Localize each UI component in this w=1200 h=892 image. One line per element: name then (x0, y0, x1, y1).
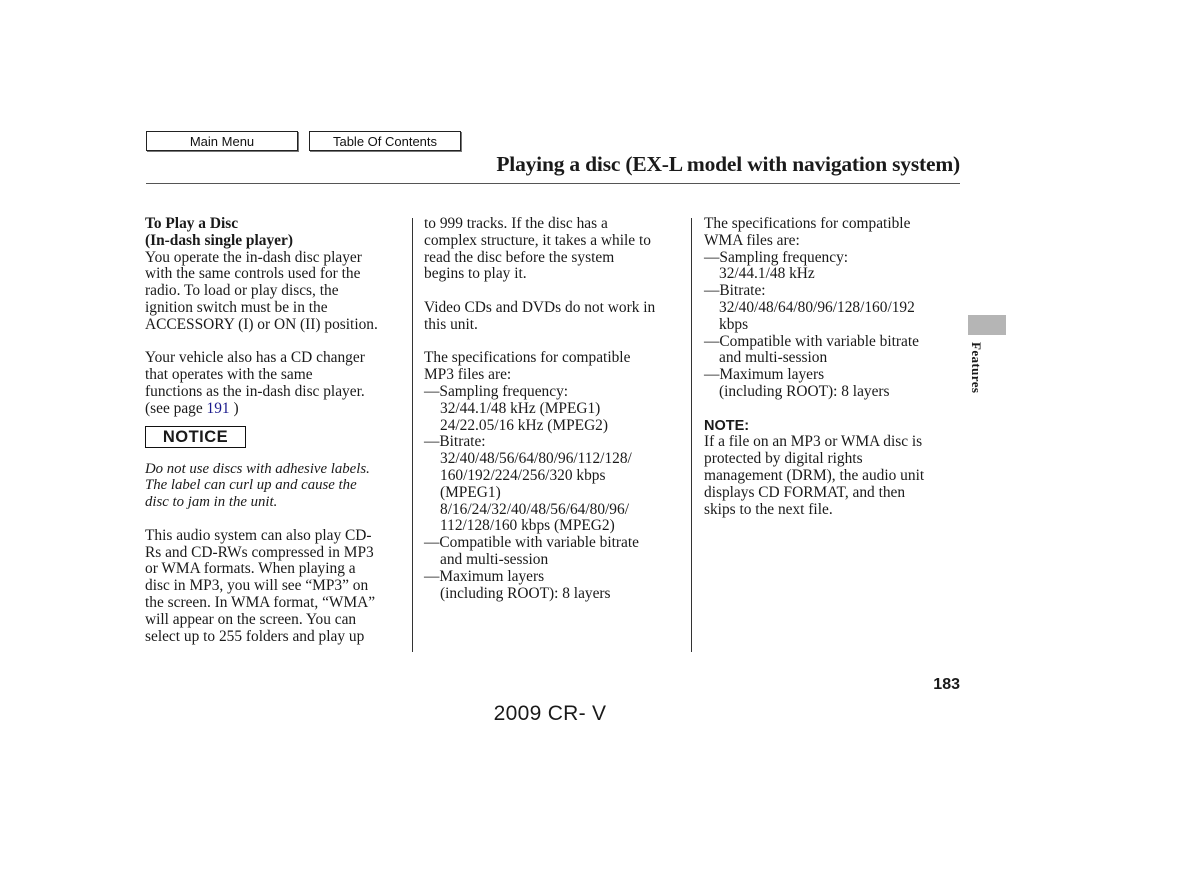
text-line: this unit. (424, 315, 478, 333)
text-line: functions as the in-dash disc player. (145, 382, 365, 400)
text-line: to 999 tracks. If the disc has a (424, 215, 608, 232)
notice-text (145, 461, 403, 511)
paragraph (145, 250, 403, 334)
spec-value: 32/44.1/48 kHz (MPEG1) (440, 399, 601, 417)
text-line: The specifications for compatible (424, 349, 631, 367)
text-line: The specifications for compatible (704, 215, 911, 232)
text-line: MP3 files are: (424, 366, 512, 384)
text-line: disc to jam in the unit. (145, 494, 278, 511)
section-tab-label: Features (969, 342, 984, 394)
paragraph (704, 216, 968, 250)
text-line: begins to play it. (424, 265, 527, 283)
column-3 (704, 216, 968, 518)
spec-value: 24/22.05/16 kHz (MPEG2) (440, 416, 609, 434)
column-divider (412, 218, 413, 652)
section-subheading: (In-dash single player) (145, 231, 293, 249)
spec-value: 8/16/24/32/40/48/56/64/80/96/ (440, 500, 629, 518)
spec-value: 32/40/48/64/80/96/128/160/192 (719, 298, 915, 316)
text-line: The label can curl up and cause the (145, 477, 357, 494)
text-line: Video CDs and DVDs do not work in (424, 298, 656, 316)
text-line: skips to the next file. (704, 500, 833, 518)
page-reference (145, 401, 403, 418)
spec-item: —Sampling frequency: (424, 382, 569, 400)
text-line: the screen. In WMA format, “WMA” (145, 593, 376, 611)
text-line: complex structure, it takes a while to (424, 231, 651, 249)
paragraph (424, 350, 686, 384)
text-line: read the disc before the system (424, 248, 615, 266)
text-line: displays CD FORMAT, and then (704, 483, 906, 501)
text-line: that operates with the same (145, 366, 313, 384)
spec-item: —Compatible with variable bitrate (704, 332, 919, 350)
spec-item: —Bitrate: (704, 282, 766, 300)
text-line: select up to 255 folders and play up (145, 627, 365, 645)
text-line: If a file on an MP3 or WMA disc is (704, 433, 923, 451)
main-menu-button[interactable]: Main Menu (146, 131, 298, 151)
footer-model: 2009 CR- V (493, 702, 607, 725)
title-divider (146, 183, 960, 184)
spec-value: (including ROOT): 8 layers (719, 382, 890, 400)
text-line: protected by digital rights (704, 450, 863, 468)
text-line: radio. To load or play discs, the (145, 282, 339, 300)
notice-badge: NOTICE (145, 426, 246, 448)
spec-value: 112/128/160 kbps (MPEG2) (440, 517, 615, 535)
column-1 (145, 216, 403, 645)
text-line: disc in MP3, you will see “MP3” on (145, 577, 369, 595)
section-heading: To Play a Disc (145, 215, 239, 232)
column-divider (691, 218, 692, 652)
spec-value: 32/40/48/56/64/80/96/112/128/ (440, 450, 632, 468)
text-line: Do not use discs with adhesive labels. (145, 460, 370, 477)
page-title: Playing a disc (EX-L model with navigation system) (496, 152, 960, 176)
spec-value: and multi-session (440, 550, 549, 568)
spec-value: (including ROOT): 8 layers (440, 584, 611, 602)
spec-value: and multi-session (719, 349, 828, 367)
section-tab-marker (968, 315, 1006, 335)
spec-item: —Sampling frequency: (704, 248, 849, 266)
spec-item: —Maximum layers (424, 567, 545, 585)
wma-spec-list (704, 250, 968, 401)
paragraph (145, 528, 403, 646)
text-line: management (DRM), the audio unit (704, 466, 925, 484)
spec-item: —Compatible with variable bitrate (424, 534, 639, 552)
note-text (704, 434, 968, 518)
spec-value: kbps (719, 315, 749, 333)
spec-item: —Maximum layers (704, 366, 825, 384)
spec-value: 160/192/224/256/320 kbps (440, 466, 606, 484)
text-line: with the same controls used for the (145, 265, 361, 283)
paragraph (145, 350, 403, 417)
paragraph (424, 216, 686, 283)
spec-value: 32/44.1/48 kHz (719, 265, 815, 283)
text-line: will appear on the screen. You can (145, 610, 357, 628)
spec-item: —Bitrate: (424, 433, 486, 451)
text-line: ACCESSORY (I) or ON (II) position. (145, 315, 378, 333)
text-line: Rs and CD-RWs compressed in MP3 (145, 543, 374, 561)
paragraph (424, 300, 686, 334)
text-line: Your vehicle also has a CD changer (145, 349, 365, 367)
page-number: 183 (933, 676, 960, 693)
column-2 (424, 216, 686, 602)
mp3-spec-list (424, 384, 686, 602)
table-of-contents-button[interactable]: Table Of Contents (309, 131, 461, 151)
text-line: This audio system can also play CD- (145, 526, 372, 544)
page-link[interactable]: 191 (206, 399, 230, 417)
note-label: NOTE: (704, 417, 750, 434)
reference-prefix: (see page (145, 399, 207, 417)
text-line: You operate the in-dash disc player (145, 248, 362, 266)
text-line: WMA files are: (704, 231, 800, 249)
text-line: or WMA formats. When playing a (145, 560, 356, 578)
spec-value: (MPEG1) (440, 483, 501, 501)
reference-suffix: ) (229, 399, 239, 417)
text-line: ignition switch must be in the (145, 298, 328, 316)
